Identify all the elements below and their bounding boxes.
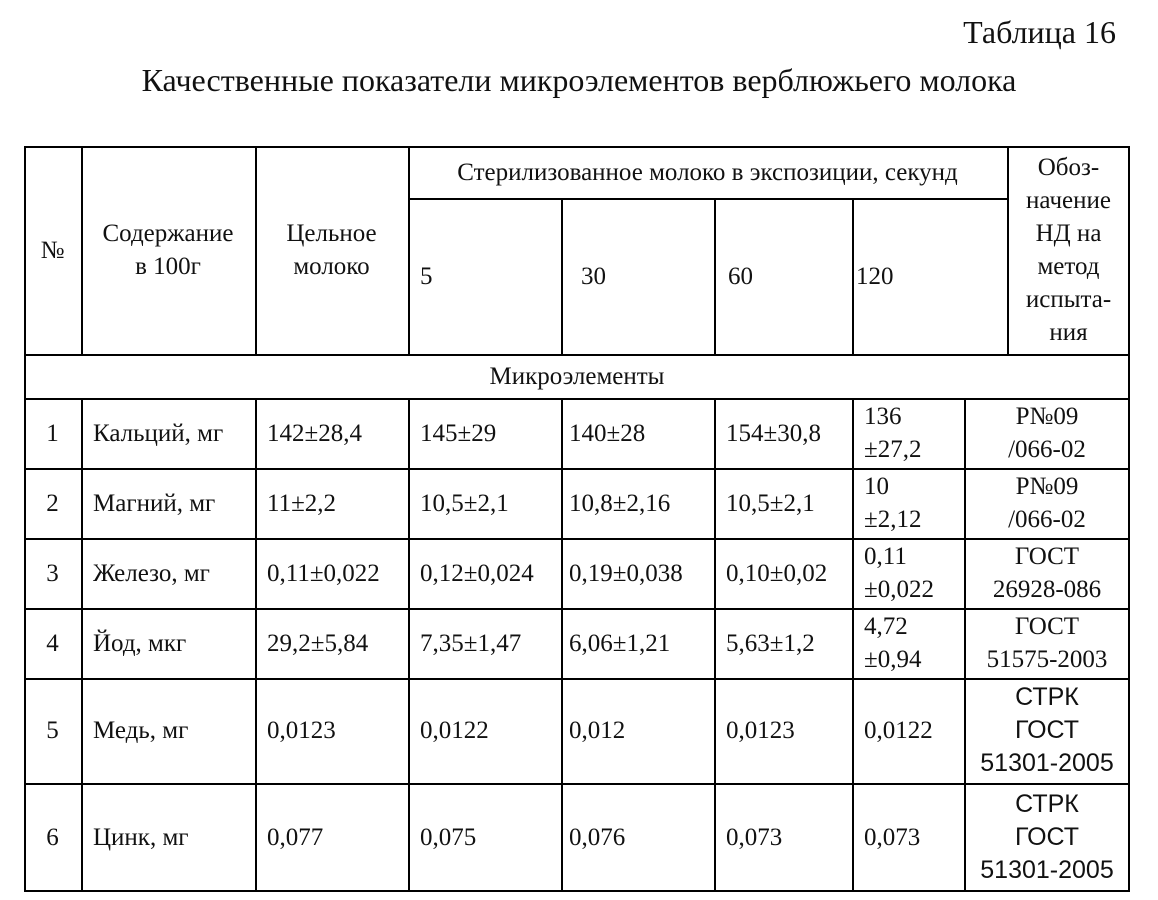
table-number: Таблица 16 xyxy=(963,14,1116,50)
row-exposure-30-text: 6,06±1,21 xyxy=(569,629,671,657)
header-whole-milk-text: молоко xyxy=(293,253,370,280)
row-nd-method-text: 51575-2003 xyxy=(986,646,1108,673)
row-element-name-text: Йод, мкг xyxy=(93,629,187,657)
header-sterilized-text: Стерилизованное молоко в экспозиции, секунд xyxy=(457,158,958,186)
row-whole-milk xyxy=(255,398,408,468)
header-nd-method xyxy=(1007,146,1130,354)
header-content-text: Содержание xyxy=(102,220,234,247)
row-exposure-30 xyxy=(561,678,714,783)
row-element-name-text: Медь, мг xyxy=(93,717,189,744)
header-exposure-60 xyxy=(714,198,852,354)
row-nd-method-text: 51301-2005 xyxy=(980,856,1114,884)
header-exposure-30-text: 30 xyxy=(581,262,606,290)
row-element-name xyxy=(81,538,255,608)
row-exposure-5 xyxy=(408,398,561,468)
row-exposure-30 xyxy=(561,468,714,538)
row-exposure-30-text: 10,8±2,16 xyxy=(569,489,671,517)
row-exposure-5-text: 7,35±1,47 xyxy=(420,629,522,657)
row-exposure-60-text: 0,10±0,02 xyxy=(726,559,828,587)
row-exposure-120-text: 0,11 xyxy=(864,543,907,570)
header-whole-milk-text: Цельное xyxy=(286,220,377,247)
row-whole-milk xyxy=(255,783,408,892)
row-whole-milk-text: 0,0123 xyxy=(267,717,336,744)
row-nd-method-text: /066-02 xyxy=(1008,506,1086,533)
row-element-name-text: Железо, мг xyxy=(93,559,210,587)
row-exposure-60 xyxy=(714,678,852,783)
row-exposure-120-text: ±27,2 xyxy=(864,436,922,463)
row-exposure-120-text: 0,073 xyxy=(864,824,921,851)
header-content-text: в 100г xyxy=(135,253,201,280)
row-whole-milk xyxy=(255,678,408,783)
header-nd-method-text: НД на xyxy=(1035,220,1102,247)
row-whole-milk-text: 29,2±5,84 xyxy=(267,629,369,657)
row-exposure-5 xyxy=(408,783,561,892)
row-exposure-5 xyxy=(408,608,561,678)
row-number xyxy=(24,783,81,892)
row-exposure-30 xyxy=(561,538,714,608)
section-microelements-text: Микроэлементы xyxy=(489,362,665,390)
header-nd-method-text: испыта- xyxy=(1025,286,1112,313)
section-microelements xyxy=(24,354,1130,398)
header-number xyxy=(24,146,81,354)
row-exposure-5-text: 145±29 xyxy=(420,419,497,447)
row-number-text: 1 xyxy=(46,419,59,447)
row-nd-method xyxy=(964,783,1130,892)
row-exposure-5-text: 0,0122 xyxy=(420,717,489,744)
row-exposure-5-text: 0,12±0,024 xyxy=(420,559,534,587)
row-nd-method xyxy=(964,468,1130,538)
header-exposure-120 xyxy=(852,198,1007,354)
row-whole-milk xyxy=(255,468,408,538)
row-exposure-30-text: 0,012 xyxy=(569,717,626,744)
header-nd-method-text: ния xyxy=(1049,319,1088,346)
row-nd-method-text: Р№09 xyxy=(1015,403,1079,430)
row-exposure-5 xyxy=(408,468,561,538)
row-nd-method-text: ГОСТ xyxy=(1014,716,1080,744)
row-exposure-120 xyxy=(852,398,964,468)
row-exposure-120-text: ±0,022 xyxy=(864,576,934,603)
header-exposure-60-text: 60 xyxy=(728,262,753,290)
row-exposure-60-text: 0,073 xyxy=(726,824,783,851)
row-nd-method xyxy=(964,608,1130,678)
row-exposure-30-text: 0,076 xyxy=(569,824,626,851)
row-exposure-30-text: 0,19±0,038 xyxy=(569,559,683,587)
header-exposure-120-text: 120 xyxy=(856,262,894,290)
row-number xyxy=(24,468,81,538)
header-exposure-5 xyxy=(408,198,561,354)
header-content xyxy=(81,146,255,354)
row-nd-method-text: СТРК xyxy=(1015,790,1079,818)
header-sterilized xyxy=(408,146,1007,198)
table-title: Качественные показатели микроэлементов верблюжьего молока xyxy=(141,62,1017,98)
header-nd-method-text: метод xyxy=(1037,253,1100,280)
row-whole-milk-text: 0,077 xyxy=(267,824,324,851)
row-nd-method-text: ГОСТ xyxy=(1014,613,1080,640)
row-number xyxy=(24,398,81,468)
row-element-name xyxy=(81,468,255,538)
row-element-name xyxy=(81,608,255,678)
row-element-name-text: Магний, мг xyxy=(93,489,216,517)
row-number-text: 5 xyxy=(46,717,59,744)
row-number-text: 2 xyxy=(46,489,59,517)
header-exposure-30 xyxy=(561,198,714,354)
row-exposure-120 xyxy=(852,608,964,678)
row-exposure-120-text: 136 xyxy=(864,403,902,430)
header-nd-method-text: начение xyxy=(1026,187,1111,214)
row-nd-method xyxy=(964,538,1130,608)
row-exposure-120-text: 0,0122 xyxy=(864,717,933,744)
row-exposure-5 xyxy=(408,678,561,783)
row-exposure-60 xyxy=(714,608,852,678)
row-nd-method-text: СТРК xyxy=(1015,683,1079,711)
row-exposure-120 xyxy=(852,538,964,608)
row-nd-method xyxy=(964,398,1130,468)
row-nd-method-text: ГОСТ xyxy=(1014,823,1080,851)
row-exposure-120-text: 4,72 xyxy=(864,613,908,640)
row-element-name xyxy=(81,398,255,468)
row-whole-milk-text: 142±28,4 xyxy=(267,419,362,447)
row-nd-method xyxy=(964,678,1130,783)
row-element-name xyxy=(81,678,255,783)
row-element-name-text: Кальций, мг xyxy=(93,419,224,447)
row-exposure-120-text: 10 xyxy=(864,473,889,500)
row-number-text: 4 xyxy=(46,629,59,657)
row-exposure-5 xyxy=(408,538,561,608)
row-exposure-30 xyxy=(561,608,714,678)
row-whole-milk-text: 0,11±0,022 xyxy=(267,559,380,587)
row-exposure-30 xyxy=(561,783,714,892)
row-exposure-120 xyxy=(852,468,964,538)
row-exposure-5-text: 10,5±2,1 xyxy=(420,489,509,517)
row-exposure-120-text: ±0,94 xyxy=(864,646,922,673)
row-nd-method-text: Р№09 xyxy=(1015,473,1079,500)
row-number xyxy=(24,538,81,608)
header-number-text: № xyxy=(40,236,65,264)
row-whole-milk-text: 11±2,2 xyxy=(267,489,337,517)
row-exposure-30 xyxy=(561,398,714,468)
row-exposure-60 xyxy=(714,468,852,538)
row-whole-milk xyxy=(255,608,408,678)
row-nd-method-text: 26928-086 xyxy=(992,576,1102,603)
row-whole-milk xyxy=(255,538,408,608)
row-nd-method-text: 51301-2005 xyxy=(980,749,1114,777)
row-number xyxy=(24,608,81,678)
row-element-name xyxy=(81,783,255,892)
microelements-table xyxy=(24,146,1130,892)
row-exposure-120-text: ±2,12 xyxy=(864,506,922,533)
row-exposure-60 xyxy=(714,783,852,892)
row-exposure-60-text: 10,5±2,1 xyxy=(726,489,815,517)
header-nd-method-text: Обоз- xyxy=(1037,154,1100,181)
row-exposure-60-text: 5,63±1,2 xyxy=(726,629,815,657)
row-element-name-text: Цинк, мг xyxy=(93,824,189,851)
row-exposure-120 xyxy=(852,783,964,892)
row-number-text: 3 xyxy=(46,559,59,587)
row-number xyxy=(24,678,81,783)
row-exposure-60-text: 154±30,8 xyxy=(726,419,821,447)
row-exposure-30-text: 140±28 xyxy=(569,419,646,447)
row-nd-method-text: ГОСТ xyxy=(1014,543,1080,570)
row-exposure-60-text: 0,0123 xyxy=(726,717,795,744)
row-exposure-120 xyxy=(852,678,964,783)
row-exposure-60 xyxy=(714,398,852,468)
row-number-text: 6 xyxy=(46,824,59,851)
header-exposure-5-text: 5 xyxy=(420,262,433,290)
row-exposure-60 xyxy=(714,538,852,608)
header-whole-milk xyxy=(255,146,408,354)
row-nd-method-text: /066-02 xyxy=(1008,436,1086,463)
row-exposure-5-text: 0,075 xyxy=(420,824,477,851)
